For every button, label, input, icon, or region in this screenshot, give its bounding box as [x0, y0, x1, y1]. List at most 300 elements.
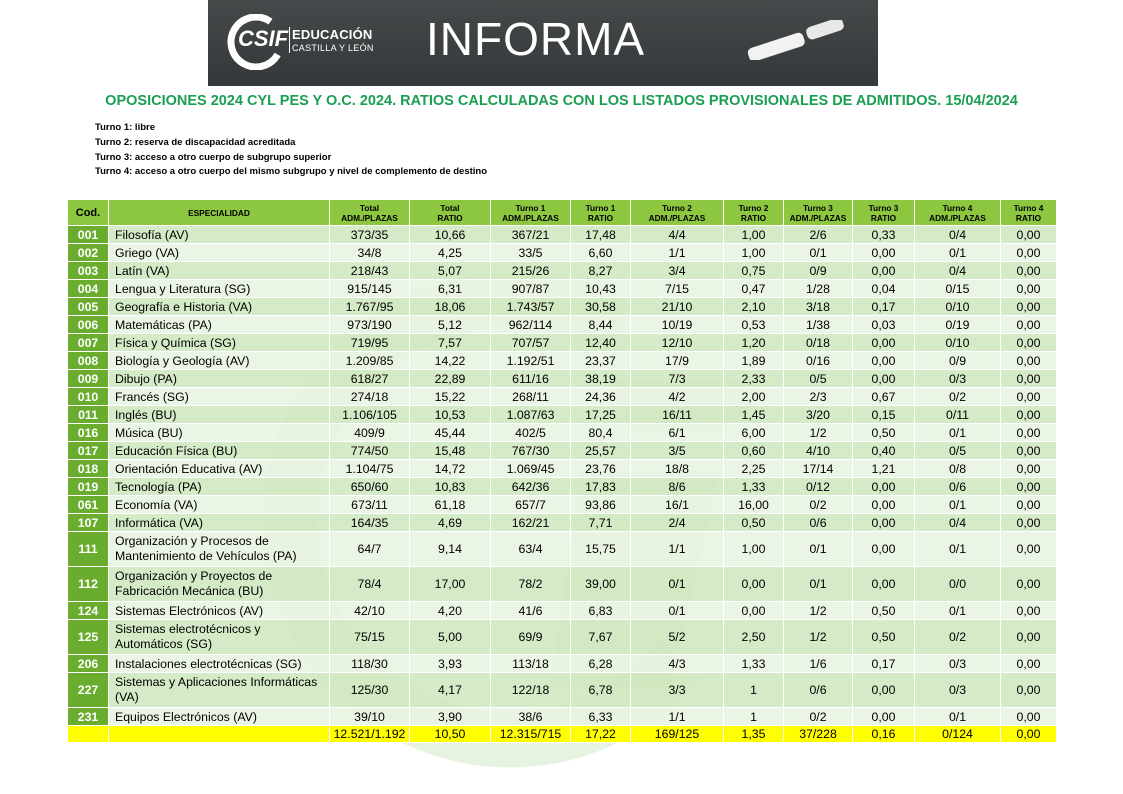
cell-total-r: 4,17 [410, 673, 491, 708]
cell-cod: 206 [68, 655, 109, 673]
cell-t3-ap: 1/28 [784, 280, 853, 298]
table-row [68, 406, 1057, 424]
cell-t4-ap: 0/1 [915, 532, 1001, 567]
cell-t1-ap: 642/36 [491, 478, 571, 496]
cell-t3-ap: 2/3 [784, 388, 853, 406]
cell-cod: 009 [68, 370, 109, 388]
cell-total-r: 22,89 [410, 370, 491, 388]
cell-total-ap: 64/7 [330, 532, 410, 567]
column-header [491, 200, 571, 226]
cell-t1-r: 93,86 [571, 496, 631, 514]
cell-total-ap: 650/60 [330, 478, 410, 496]
cell-total-ap: 118/30 [330, 655, 410, 673]
cell-t1-r: 17,48 [571, 226, 631, 244]
column-header-line2: ADM./PLAZAS [502, 212, 559, 223]
cell-t4-r: 0,00 [1001, 708, 1057, 726]
cell-t1-r: 7,67 [571, 620, 631, 655]
cell-t3-ap: 0/2 [784, 496, 853, 514]
cell-t4-ap: 0/15 [915, 280, 1001, 298]
cell-t4-r: 0,00 [1001, 726, 1057, 743]
column-header-line1: Turno 3 [868, 202, 899, 213]
cell-t1-r: 25,57 [571, 442, 631, 460]
cell-t1-r: 39,00 [571, 567, 631, 602]
cell-esp: Organización y Procesos de Mantenimiento de Vehículos (PA) [109, 532, 330, 567]
column-header-line1: Turno 2 [738, 202, 769, 213]
cell-esp: Inglés (BU) [109, 406, 330, 424]
cell-t1-ap: 907/87 [491, 280, 571, 298]
cell-total-ap: 774/50 [330, 442, 410, 460]
column-header-line2: RATIO [1015, 212, 1042, 223]
cell-t2-r: 0,47 [724, 280, 784, 298]
cell-total-ap: 618/27 [330, 370, 410, 388]
cell-t2-r: 1,33 [724, 478, 784, 496]
column-header [571, 200, 631, 226]
ratios-table [67, 199, 1057, 743]
table-body [68, 226, 1057, 743]
cell-t3-ap: 0/1 [784, 567, 853, 602]
column-header-line2: RATIO [870, 212, 897, 223]
cell-cod: 010 [68, 388, 109, 406]
cell-t4-ap: 0/4 [915, 514, 1001, 532]
cell-total-ap: 12.521/1.192 [330, 726, 410, 743]
logo-separator [289, 27, 290, 53]
cell-t1-ap: 611/16 [491, 370, 571, 388]
cell-t1-ap: 268/11 [491, 388, 571, 406]
cell-esp: Instalaciones electrotécnicas (SG) [109, 655, 330, 673]
cell-t3-ap: 1/2 [784, 620, 853, 655]
cell-t1-ap: 1.743/57 [491, 298, 571, 316]
cell-t1-r: 17,25 [571, 406, 631, 424]
cell-t4-ap: 0/2 [915, 388, 1001, 406]
total-row [68, 726, 1057, 743]
cell-t4-r: 0,00 [1001, 388, 1057, 406]
cell-t2-r: 2,33 [724, 370, 784, 388]
cell-t4-ap: 0/10 [915, 334, 1001, 352]
cell-t3-ap: 0/18 [784, 334, 853, 352]
cell-t4-ap: 0/1 [915, 424, 1001, 442]
cell-esp: Orientación Educativa (AV) [109, 460, 330, 478]
cell-t4-r: 0,00 [1001, 352, 1057, 370]
cell-total-ap: 39/10 [330, 708, 410, 726]
table-row [68, 532, 1057, 567]
cell-t4-ap: 0/8 [915, 460, 1001, 478]
cell-esp: Matemáticas (PA) [109, 316, 330, 334]
cell-t2-r: 1,33 [724, 655, 784, 673]
cell-total-r: 45,44 [410, 424, 491, 442]
cell-total-r: 10,50 [410, 726, 491, 743]
cell-t2-r: 2,25 [724, 460, 784, 478]
cell-t2-r: 0,75 [724, 262, 784, 280]
cell-t4-r: 0,00 [1001, 532, 1057, 567]
cell-cod: 018 [68, 460, 109, 478]
cell-t1-r: 23,37 [571, 352, 631, 370]
cell-total-ap: 78/4 [330, 567, 410, 602]
cell-total-ap: 34/8 [330, 244, 410, 262]
cell-t2-r: 1 [724, 673, 784, 708]
cell-t4-ap: 0/3 [915, 370, 1001, 388]
cell-t4-ap: 0/1 [915, 708, 1001, 726]
column-header-line2: RATIO [740, 212, 767, 223]
cell-t1-r: 24,36 [571, 388, 631, 406]
cell-t3-r: 0,17 [853, 298, 915, 316]
cell-t4-ap: 0/5 [915, 442, 1001, 460]
legend-item: Turno 1: libre [95, 122, 155, 133]
cell-t3-ap: 1/38 [784, 316, 853, 334]
cell-esp: Física y Química (SG) [109, 334, 330, 352]
cell-t4-r: 0,00 [1001, 514, 1057, 532]
logo-line-educacion: EDUCACIÓN [292, 27, 373, 42]
cell-t2-ap: 1/1 [631, 532, 724, 567]
cell-t1-ap: 113/18 [491, 655, 571, 673]
cell-t4-r: 0,00 [1001, 334, 1057, 352]
cell-total-ap: 409/9 [330, 424, 410, 442]
cell-t2-r: 16,00 [724, 496, 784, 514]
cell-t3-ap: 0/1 [784, 532, 853, 567]
cell-total-r: 15,22 [410, 388, 491, 406]
cell-cod: 019 [68, 478, 109, 496]
column-header-line1: Turno 2 [662, 202, 692, 213]
cell-total-r: 14,22 [410, 352, 491, 370]
cell-cod: 017 [68, 442, 109, 460]
cell-total-ap: 673/11 [330, 496, 410, 514]
cell-total-ap: 1.209/85 [330, 352, 410, 370]
column-header-line1: Turno 4 [1013, 202, 1044, 213]
cell-cod: 231 [68, 708, 109, 726]
cell-t3-r: 0,50 [853, 602, 915, 620]
cell-t3-r: 0,17 [853, 655, 915, 673]
cell-t1-r: 6,78 [571, 673, 631, 708]
column-header-line2: RATIO [437, 212, 463, 223]
cell-total-ap: 274/18 [330, 388, 410, 406]
cell-esp: Filosofía (AV) [109, 226, 330, 244]
logo-line-region: CASTILLA Y LEÓN [292, 43, 374, 53]
cell-total-ap: 1.767/95 [330, 298, 410, 316]
column-header-line1: Cod. [75, 206, 101, 219]
page-title: OPOSICIONES 2024 CYL PES Y O.C. 2024. RATIOS CALCULADAS CON LOS LISTADOS PROVISIONALES DE ADMITIDOS. 15/04/2024 [105, 93, 1018, 109]
cell-total-ap: 42/10 [330, 602, 410, 620]
cell-cod: 227 [68, 673, 109, 708]
column-header-line1: Turno 1 [515, 202, 546, 213]
cell-total-r: 4,69 [410, 514, 491, 532]
table-row [68, 442, 1057, 460]
table-row [68, 334, 1057, 352]
cell-cod: 004 [68, 280, 109, 298]
cell-total-ap: 218/43 [330, 262, 410, 280]
cell-t1-ap: 122/18 [491, 673, 571, 708]
cell-esp: Francés (SG) [109, 388, 330, 406]
column-header [724, 200, 784, 226]
cell-t3-ap: 4/10 [784, 442, 853, 460]
cell-t2-ap: 5/2 [631, 620, 724, 655]
cell-t3-r: 0,00 [853, 352, 915, 370]
cell-cod: 107 [68, 514, 109, 532]
cell-t3-r: 0,40 [853, 442, 915, 460]
cell-t3-r: 0,00 [853, 370, 915, 388]
cell-t4-r: 0,00 [1001, 298, 1057, 316]
cell-t3-ap: 17/14 [784, 460, 853, 478]
cell-t3-r: 0,67 [853, 388, 915, 406]
column-header-line2: ADM./PLAZAS [789, 212, 847, 223]
cell-esp: Educación Física (BU) [109, 442, 330, 460]
cell-t3-ap: 3/18 [784, 298, 853, 316]
table-row [68, 298, 1057, 316]
cell-cod: 008 [68, 352, 109, 370]
table-row [68, 602, 1057, 620]
cell-total-ap: 973/190 [330, 316, 410, 334]
table-header-row [68, 200, 1057, 226]
table-row [68, 226, 1057, 244]
cell-cod: 111 [68, 532, 109, 567]
header-banner [208, 0, 878, 86]
cell-t2-ap: 10/19 [631, 316, 724, 334]
cell-t1-ap: 63/4 [491, 532, 571, 567]
cell-total-r: 10,83 [410, 478, 491, 496]
column-header-line1: Turno 1 [585, 202, 616, 213]
cell-total-r: 10,53 [410, 406, 491, 424]
cell-t1-ap: 38/6 [491, 708, 571, 726]
cell-t1-r: 6,33 [571, 708, 631, 726]
column-header [631, 200, 724, 226]
cell-t4-r: 0,00 [1001, 567, 1057, 602]
cell-esp: Informática (VA) [109, 514, 330, 532]
cell-t1-ap: 657/7 [491, 496, 571, 514]
cell-total-r: 7,57 [410, 334, 491, 352]
cell-t2-r: 1,00 [724, 244, 784, 262]
cell-total-ap: 1.104/75 [330, 460, 410, 478]
legend-item: Turno 4: acceso a otro cuerpo del mismo subgrupo y nivel de complemento de destino [95, 166, 488, 178]
cell-t4-r: 0,00 [1001, 620, 1057, 655]
cell-cod: 003 [68, 262, 109, 280]
column-header [109, 200, 330, 226]
cell-t2-ap: 7/3 [631, 370, 724, 388]
table-row [68, 460, 1057, 478]
cell-t3-ap: 0/5 [784, 370, 853, 388]
cell-t3-r: 0,00 [853, 532, 915, 567]
logo-wordmark: CSIF [238, 26, 289, 51]
cell-t3-ap: 3/20 [784, 406, 853, 424]
cell-total-ap: 164/35 [330, 514, 410, 532]
legend-item: Turno 2: reserva de discapacidad acreditada [95, 136, 296, 148]
cell-total-ap: 719/95 [330, 334, 410, 352]
cell-t2-r: 1,00 [724, 532, 784, 567]
cell-cod: 001 [68, 226, 109, 244]
cell-t3-ap: 0/1 [784, 244, 853, 262]
cell-cod [68, 726, 109, 743]
cell-t3-r: 0,00 [853, 334, 915, 352]
cell-t4-ap: 0/19 [915, 316, 1001, 334]
cell-t2-ap: 17/9 [631, 352, 724, 370]
cell-t2-ap: 8/6 [631, 478, 724, 496]
cell-t3-ap: 0/6 [784, 673, 853, 708]
cell-esp: Biología y Geología (AV) [109, 352, 330, 370]
cell-t3-r: 0,03 [853, 316, 915, 334]
column-header-line1: Total [359, 202, 380, 213]
cell-t1-ap: 33/5 [491, 244, 571, 262]
cell-esp: Latín (VA) [109, 262, 330, 280]
table-row [68, 496, 1057, 514]
table-row [68, 620, 1057, 655]
cell-t1-r: 23,76 [571, 460, 631, 478]
cell-t2-ap: 4/3 [631, 655, 724, 673]
cell-t2-r: 0,60 [724, 442, 784, 460]
cell-t1-ap: 78/2 [491, 567, 571, 602]
cell-t2-ap: 169/125 [631, 726, 724, 743]
cell-esp: Música (BU) [109, 424, 330, 442]
cell-t2-r: 1,89 [724, 352, 784, 370]
column-header-line2: ADM./PLAZAS [929, 212, 986, 223]
cell-t4-r: 0,00 [1001, 280, 1057, 298]
cell-total-r: 18,06 [410, 298, 491, 316]
cell-cod: 006 [68, 316, 109, 334]
cell-total-r: 4,25 [410, 244, 491, 262]
cell-t3-ap: 0/16 [784, 352, 853, 370]
column-header [784, 200, 853, 226]
cell-t3-ap: 0/12 [784, 478, 853, 496]
cell-total-r: 14,72 [410, 460, 491, 478]
cell-t4-r: 0,00 [1001, 424, 1057, 442]
column-header [330, 200, 410, 226]
cell-t2-r: 0,53 [724, 316, 784, 334]
table-row [68, 370, 1057, 388]
cell-t2-r: 2,10 [724, 298, 784, 316]
cell-t2-ap: 4/2 [631, 388, 724, 406]
column-header-line1: ESPECIALIDAD [188, 207, 250, 218]
cell-t2-ap: 1/1 [631, 708, 724, 726]
cell-t4-ap: 0/1 [915, 496, 1001, 514]
banner-heading: INFORMA [426, 13, 646, 65]
cell-t2-r: 0,00 [724, 602, 784, 620]
cell-t3-r: 0,15 [853, 406, 915, 424]
cell-total-r: 3,93 [410, 655, 491, 673]
cell-t2-r: 0,00 [724, 567, 784, 602]
cell-t4-ap: 0/10 [915, 298, 1001, 316]
column-header [1001, 200, 1057, 226]
cell-total-r: 5,12 [410, 316, 491, 334]
column-header-line2: ADM./PLAZAS [648, 212, 706, 223]
cell-t2-r: 1,20 [724, 334, 784, 352]
cell-t2-ap: 0/1 [631, 567, 724, 602]
cell-t1-ap: 707/57 [491, 334, 571, 352]
cell-total-r: 61,18 [410, 496, 491, 514]
cell-t3-r: 1,21 [853, 460, 915, 478]
table-row [68, 424, 1057, 442]
cell-t3-r: 0,00 [853, 262, 915, 280]
cell-cod: 016 [68, 424, 109, 442]
cell-cod: 125 [68, 620, 109, 655]
cell-t4-ap: 0/124 [915, 726, 1001, 743]
cell-esp: Geografía e Historia (VA) [109, 298, 330, 316]
cell-t1-r: 80,4 [571, 424, 631, 442]
cell-t4-r: 0,00 [1001, 244, 1057, 262]
cell-t4-r: 0,00 [1001, 226, 1057, 244]
cell-t1-ap: 367/21 [491, 226, 571, 244]
cell-t3-ap: 2/6 [784, 226, 853, 244]
column-header-line1: Turno 3 [803, 202, 833, 213]
cell-t3-r: 0,00 [853, 567, 915, 602]
cell-t2-ap: 3/4 [631, 262, 724, 280]
column-header-line1: Turno 4 [942, 202, 973, 213]
cell-t3-r: 0,50 [853, 424, 915, 442]
cell-t2-ap: 7/15 [631, 280, 724, 298]
table-row [68, 708, 1057, 726]
cell-t1-r: 10,43 [571, 280, 631, 298]
cell-t3-r: 0,16 [853, 726, 915, 743]
cell-t3-r: 0,00 [853, 496, 915, 514]
cell-t1-ap: 962/114 [491, 316, 571, 334]
cell-t1-r: 17,83 [571, 478, 631, 496]
cell-t2-ap: 12/10 [631, 334, 724, 352]
cell-t2-r: 1,35 [724, 726, 784, 743]
cell-esp: Sistemas Electrónicos (AV) [109, 602, 330, 620]
table-row [68, 352, 1057, 370]
cell-t2-r: 6,00 [724, 424, 784, 442]
cell-t4-ap: 0/9 [915, 352, 1001, 370]
cell-t3-r: 0,00 [853, 478, 915, 496]
cell-esp: Economía (VA) [109, 496, 330, 514]
cell-t2-ap: 0/1 [631, 602, 724, 620]
column-header-line1: Total [440, 202, 460, 213]
cell-t3-ap: 37/228 [784, 726, 853, 743]
cell-t1-r: 8,27 [571, 262, 631, 280]
cell-t2-ap: 3/3 [631, 673, 724, 708]
cell-t3-r: 0,50 [853, 620, 915, 655]
cell-t1-r: 30,58 [571, 298, 631, 316]
column-header [853, 200, 915, 226]
cell-total-ap: 373/35 [330, 226, 410, 244]
cell-cod: 007 [68, 334, 109, 352]
cell-t1-ap: 12.315/715 [491, 726, 571, 743]
cell-esp: Lengua y Literatura (SG) [109, 280, 330, 298]
table-row [68, 673, 1057, 708]
cell-t4-ap: 0/3 [915, 673, 1001, 708]
cell-esp: Sistemas y Aplicaciones Informáticas (VA) [109, 673, 330, 708]
cell-total-ap: 75/15 [330, 620, 410, 655]
cell-t3-ap: 0/6 [784, 514, 853, 532]
table-row [68, 514, 1057, 532]
cell-t2-ap: 16/11 [631, 406, 724, 424]
cell-t3-r: 0,00 [853, 708, 915, 726]
cell-t1-r: 6,28 [571, 655, 631, 673]
cell-t3-ap: 1/2 [784, 602, 853, 620]
column-header [915, 200, 1001, 226]
cell-total-r: 9,14 [410, 532, 491, 567]
turno-legend [95, 121, 487, 180]
cell-t4-ap: 0/4 [915, 226, 1001, 244]
cell-total-r: 10,66 [410, 226, 491, 244]
table-row [68, 478, 1057, 496]
cell-t1-r: 38,19 [571, 370, 631, 388]
cell-t1-ap: 162/21 [491, 514, 571, 532]
cell-t4-ap: 0/4 [915, 262, 1001, 280]
table-row [68, 316, 1057, 334]
cell-t4-r: 0,00 [1001, 496, 1057, 514]
cell-t2-ap: 18/8 [631, 460, 724, 478]
cell-t1-ap: 402/5 [491, 424, 571, 442]
cell-t2-ap: 3/5 [631, 442, 724, 460]
cell-t4-r: 0,00 [1001, 262, 1057, 280]
cell-t4-ap: 0/11 [915, 406, 1001, 424]
cell-t4-ap: 0/2 [915, 620, 1001, 655]
cell-t1-ap: 215/26 [491, 262, 571, 280]
column-header [68, 200, 109, 226]
cell-total-r: 15,48 [410, 442, 491, 460]
cell-t3-ap: 1/6 [784, 655, 853, 673]
cell-t1-r: 15,75 [571, 532, 631, 567]
cell-esp: Griego (VA) [109, 244, 330, 262]
cell-t1-r: 8,44 [571, 316, 631, 334]
cell-t2-ap: 1/1 [631, 244, 724, 262]
cell-total-r: 6,31 [410, 280, 491, 298]
